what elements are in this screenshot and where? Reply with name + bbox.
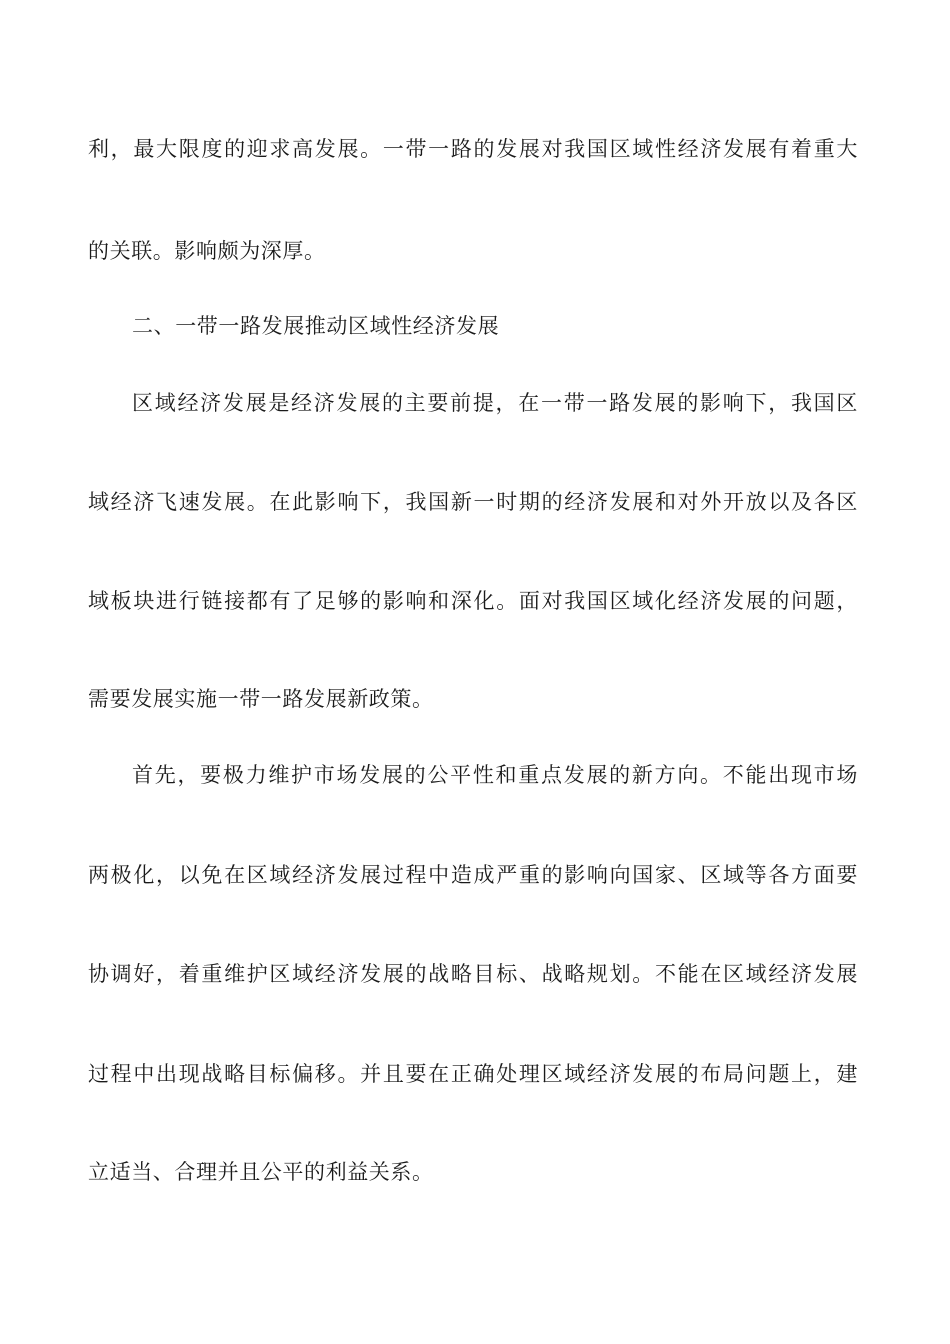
paragraph-line: 立适当、合理并且公平的利益关系。 [88, 1160, 434, 1184]
paragraph-line: 域经济飞速发展。在此影响下，我国新一时期的经济发展和对外开放以及各区 [88, 490, 858, 514]
paragraph-line: 域板块进行链接都有了足够的影响和深化。面对我国区域化经济发展的问题， [88, 589, 858, 613]
paragraph-line: 协调好，着重维护区域经济发展的战略目标、战略规划。不能在区域经济发展 [88, 962, 858, 986]
paragraph-line: 两极化，以免在区域经济发展过程中造成严重的影响向国家、区域等各方面要 [88, 863, 858, 887]
paragraph-line: 需要发展实施一带一路发展新政策。 [88, 687, 434, 711]
paragraph-line: 的关联。影响颇为深厚。 [88, 239, 326, 263]
paragraph-line: 利，最大限度的迎求高发展。一带一路的发展对我国区域性经济发展有着重大 [88, 137, 858, 161]
section-heading: 二、一带一路发展推动区域性经济发展 [132, 314, 500, 338]
paragraph-line: 区域经济发展是经济发展的主要前提，在一带一路发展的影响下，我国区 [132, 391, 858, 415]
paragraph-line: 过程中出现战略目标偏移。并且要在正确处理区域经济发展的布局问题上，建 [88, 1062, 858, 1086]
paragraph-line: 首先，要极力维护市场发展的公平性和重点发展的新方向。不能出现市场 [132, 763, 858, 787]
